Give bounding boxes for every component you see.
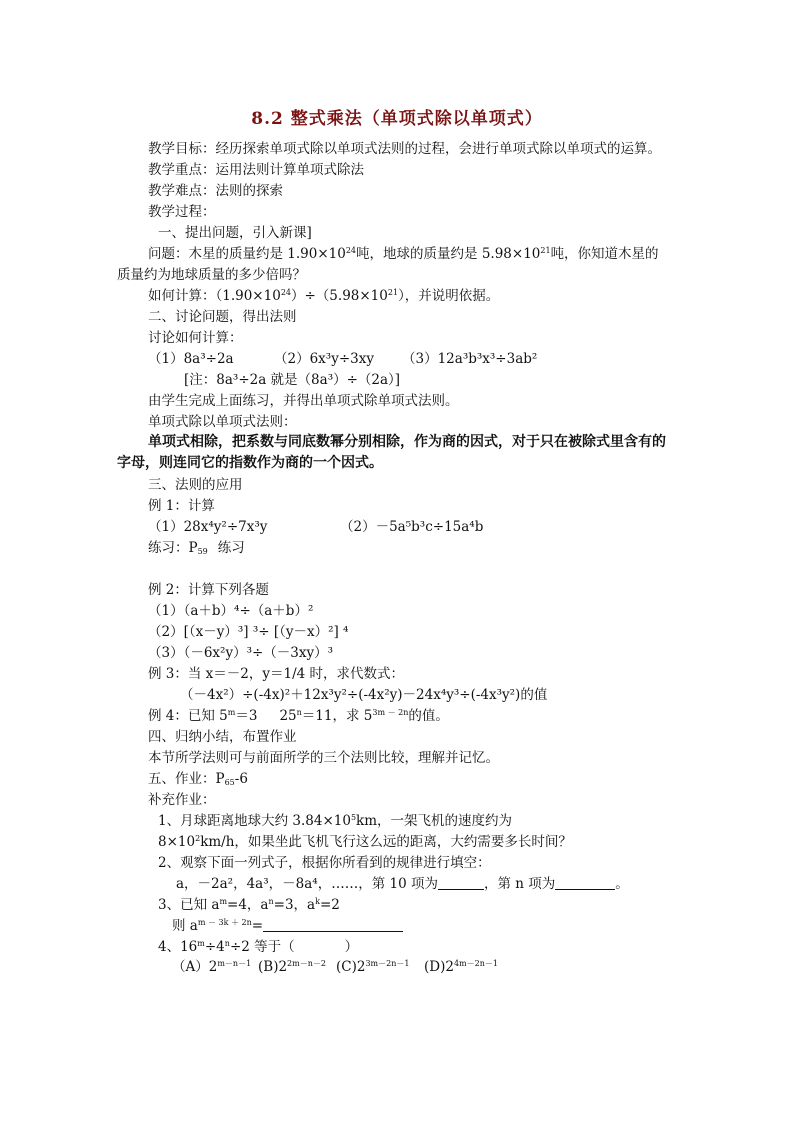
example-1-heading: 例 1：计算	[148, 498, 215, 514]
teaching-goal: 教学目标：经历探索单项式除以单项式法则的过程，会进行单项式除以单项式的运算。	[148, 141, 661, 157]
example-2-item-3: （3）（－6x²y）³÷（－3xy）³	[148, 645, 334, 661]
option-d: $(D)2^{4m-2n-1}$	[424, 959, 498, 975]
section-3-heading: 三、法则的应用	[148, 477, 243, 493]
example-2-heading: 例 2：计算下列各题	[148, 582, 269, 598]
section-2-heading: 二、讨论问题，得出法则	[148, 309, 297, 325]
discuss-item-1: （1）8a³÷2a	[148, 351, 234, 367]
page-title: 8.2 整式乘法（单项式除以单项式）	[251, 109, 543, 129]
example-1-item-2: （2）－5a⁵b³c÷15a⁴b	[340, 519, 484, 535]
option-b: $(B)2^{2m-n-2}$	[258, 959, 326, 975]
teaching-difficulty: 教学难点：法则的探索	[148, 183, 283, 199]
discuss-heading: 讨论如何计算：	[148, 330, 243, 346]
answer-blank-nth[interactable]	[555, 877, 615, 890]
student-task: 由学生完成上面练习，并得出单项式除单项式法则。	[148, 393, 459, 409]
option-a: $(A)2^{m-n-1}$	[172, 959, 252, 975]
section-5-homework: 五、作业：$P_{65}-6$	[148, 771, 248, 787]
summary-line: 本节所学法则可与前面所学的三个法则比较，理解并记忆。	[148, 750, 499, 766]
section-4-heading: 四、归纳小结，布置作业	[148, 729, 297, 745]
problem-line: 问题：木星的质量约是 $1.90\times 10^{24}$吨，地球的质量约是 $5.98\times 10^{21}$吨，你知道木星的	[148, 246, 659, 262]
answer-blank-10th[interactable]	[438, 877, 484, 890]
example-2-item-1: （1）（a＋b）⁴÷（a＋b）²	[148, 603, 314, 619]
section-1-heading: 一、提出问题，引入新课]	[158, 225, 312, 241]
homework-2-line-1: 2、观察下面一列式子，根据你所看到的规律进行填空：	[158, 855, 491, 871]
teaching-key-point: 教学重点：运用法则计算单项式除法	[148, 162, 364, 178]
discuss-item-2: （2）6x³y÷3xy	[274, 351, 374, 367]
homework-1-line-2: $8\times 10^2km/h$，如果坐此飞机飞行这么远的距离，大约需要多长时间？	[158, 834, 572, 850]
example-3-heading: 例 3：当 x＝－2，y＝1/4 时，求代数式：	[148, 666, 405, 682]
example-1-item-1: （1）28x⁴y²÷7x³y	[148, 519, 268, 535]
rule-text-line-1: 单项式相除，把系数与同底数幂分别相除，作为商的因式，对于只在被除式里含有的	[148, 434, 666, 450]
teaching-process-heading: 教学过程：	[148, 204, 216, 220]
answer-blank-hw3[interactable]	[263, 919, 403, 932]
option-c: $(C)2^{3m-2n-1}$	[336, 959, 410, 975]
homework-1-line-1: 1、月球距离地球大约 $3.84\times 10^5km$，一架飞机的速度约为	[158, 813, 513, 829]
note-line: [注：8a³÷2a 就是（8a³）÷（2a）]	[184, 372, 401, 388]
rule-text-line-2: 字母，则连同它的指数作为商的一个因式。	[117, 455, 383, 471]
practice-line: 练习：$P_{59}$ 练习	[148, 540, 245, 556]
example-2-item-2: （2）[（x－y）³] ³÷ [（y－x）²] ⁴	[148, 624, 349, 640]
how-to-compute: 如何计算：$(1.90\times 10^{24})\div(5.98\times 10^{21})$，并说明依据。	[148, 288, 500, 304]
example-3-expression: （－4x²）÷(-4x)²＋12x³y²÷(-4x²y)－24x⁴y³÷(-4x³y²)的值	[180, 687, 548, 703]
homework-4-question: 4、$16^m\div 4^n\div 2$ 等于（ ）	[158, 939, 359, 955]
example-4-line: 例 4：已知 $5^m=3$ $25^n=11$，求 $5^{3m - 2n}$的值。	[148, 708, 449, 724]
homework-2-sequence: a，－2a²，4a³，－8a⁴，……，第 10 项为 ，第 n 项为 。	[176, 876, 629, 892]
rule-heading: 单项式除以单项式法则：	[148, 414, 297, 430]
discuss-item-3: （3）12a³b³x³÷3ab²	[402, 351, 538, 367]
homework-3-given: 3、已知 $a^m=4$，$a^n=3$，$a^k=2$	[158, 897, 340, 913]
problem-line-2: 质量约为地球质量的多少倍吗？	[117, 267, 306, 283]
extra-homework-heading: 补充作业：	[148, 792, 216, 808]
homework-3-question: 则 $a^{m - 3k + 2n}=$	[172, 917, 403, 935]
